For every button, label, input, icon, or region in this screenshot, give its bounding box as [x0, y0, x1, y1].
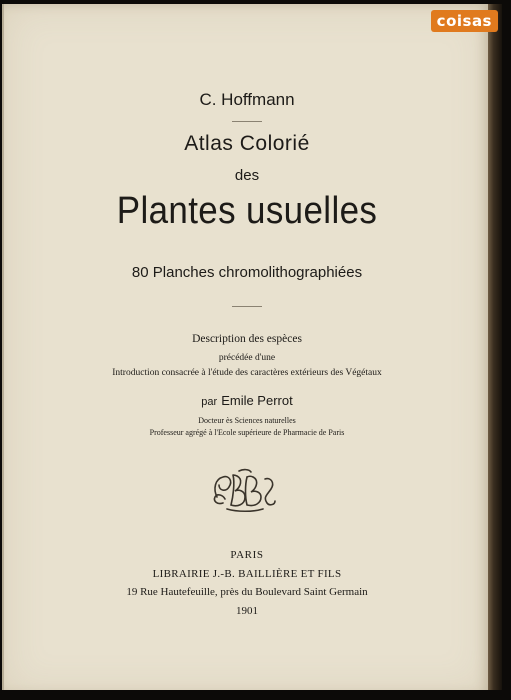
- watermark-badge: coisas: [431, 10, 498, 32]
- title-line-1: Atlas Colorié: [184, 132, 310, 155]
- page-edge: [488, 4, 502, 694]
- divider: [232, 121, 262, 122]
- imprint-address: 19 Rue Hautefeuille, près du Boulevard Saint Germain: [126, 586, 368, 598]
- imprint-city: PARIS: [230, 549, 264, 561]
- description-line-2: précédée d'une: [218, 353, 276, 363]
- par-label: par: [201, 396, 218, 408]
- description-line-1: Description des espèces: [192, 333, 302, 345]
- description-line-3: Introduction consacrée à l'étude des caractères extérieurs des Végétaux: [112, 368, 382, 378]
- coauthor-line: [4, 393, 490, 408]
- divider: [232, 306, 262, 307]
- publisher-monogram-icon: [209, 467, 279, 513]
- background-strip: [2, 690, 502, 700]
- main-title: Plantes usuelles: [116, 190, 378, 232]
- title-line-2: des: [234, 167, 260, 184]
- imprint-year: 1901: [236, 605, 258, 617]
- coauthor-title-1: Docteur ès Sciences naturelles: [198, 416, 296, 425]
- coauthor-title-2: Professeur agrégé à l'Ecole supérieure de Pharmacie de Paris: [149, 428, 345, 437]
- title-page: [2, 4, 490, 694]
- imprint-publisher: LIBRAIRIE J.-B. BAILLIÈRE ET FILS: [152, 568, 342, 580]
- subtitle: 80 Planches chromolithographiées: [131, 264, 363, 281]
- author-name: C. Hoffmann: [199, 90, 295, 109]
- coauthor-name: Emile Perrot: [221, 393, 293, 408]
